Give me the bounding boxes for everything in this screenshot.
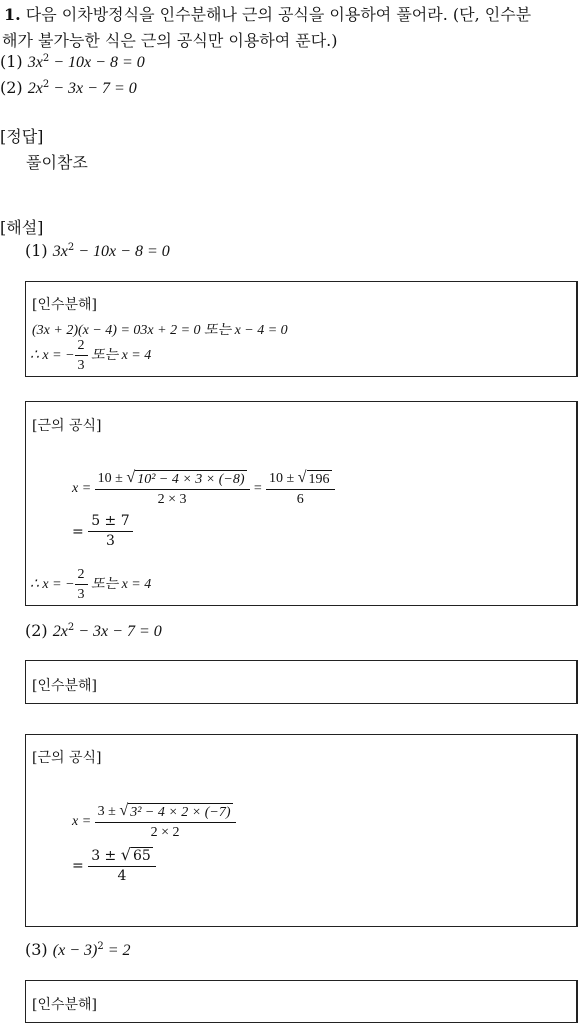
box-title: [인수분해] (32, 297, 98, 313)
answer-text: 풀이참조 (26, 153, 88, 172)
numerator: 5 ± 7 (88, 514, 132, 532)
fraction (75, 338, 88, 374)
part-label: (1) (25, 241, 48, 260)
math-text: 또는 x = 4 (87, 577, 152, 593)
question-line-1 (4, 2, 531, 25)
math-text: 10 ± (97, 471, 123, 486)
math-text: x = (72, 814, 92, 830)
equation-part: 2x (27, 80, 43, 97)
numerator (95, 803, 236, 823)
part3-equation: (3) $(x - 3)^2 = 2$ (25, 940, 131, 959)
sqrt: √ 10² − 4 × 3 × (−8) (126, 469, 245, 487)
numerator (266, 470, 335, 490)
denominator: 4 (117, 868, 127, 885)
fraction (95, 803, 236, 841)
math-text: x = (72, 481, 92, 497)
equation-part: − 10x − 8 = 0 (49, 54, 145, 71)
item-label: (1) (0, 52, 23, 71)
equation-part: − 10x − 8 = 0 (74, 243, 170, 260)
fraction (75, 567, 88, 603)
question-number: 1. (4, 5, 21, 24)
equation-part: 3x (27, 54, 43, 71)
radicand: 65 (133, 848, 151, 864)
part2-equation: (2) $2x^2 - 3x - 7 = 0$ (25, 621, 162, 640)
math-text: 10 ± (268, 471, 295, 486)
formula-box (25, 401, 578, 606)
factor-box (25, 281, 578, 377)
factor-box (25, 660, 578, 704)
question-line-2: 해가 불가능한 식은 근의 공식만 이용하여 푼다.) (2, 31, 338, 50)
equation-part: = 2 (103, 942, 131, 959)
box-title: [인수분해] (32, 997, 98, 1013)
numerator (95, 470, 250, 490)
formula-line-2 (72, 514, 133, 550)
math-text: ∴ x = − (30, 348, 75, 364)
denominator: 3 (77, 358, 85, 374)
question-item-1: (1) $3x^2 - 10x - 8 = 0$ (0, 52, 145, 71)
factor-line-2 (30, 338, 151, 374)
formula-line-1 (72, 803, 236, 841)
denominator: 3 (77, 587, 85, 603)
denominator: 6 (296, 492, 304, 508)
math-text: = (72, 523, 84, 540)
question-item-2: (2) $2x^2 - 3x - 7 = 0$ (0, 78, 137, 97)
formula-box (25, 734, 578, 927)
part-label: (3) (25, 940, 48, 959)
math-text: ∴ x = − (30, 577, 75, 593)
math-text: 또는 x = 4 (87, 348, 152, 364)
denominator: 2 × 2 (150, 825, 180, 841)
factor-line-1: (3x + 2)(x − 4) = 03x + 2 = 0 또는 x − 4 = 0 (32, 323, 288, 338)
part1-equation: (1) $3x^2 - 10x - 8 = 0$ (25, 241, 170, 260)
box-title: [근의 공식] (32, 418, 102, 434)
item-label: (2) (0, 78, 23, 97)
factor-box (25, 980, 578, 1023)
equation-part: − 3x − 7 = 0 (74, 623, 162, 640)
answer-header: [정답] (0, 127, 44, 146)
sqrt: √ 65 (120, 845, 151, 864)
formula-result (30, 567, 151, 603)
equation-part: 2x (52, 623, 68, 640)
formula-line-2 (72, 847, 156, 885)
radicand: 196 (308, 472, 330, 487)
sqrt: √ 3² − 4 × 2 × (−7) (119, 802, 231, 820)
math-text: 3 ± (97, 804, 116, 819)
fraction (88, 514, 132, 550)
numerator: 2 (75, 338, 88, 356)
fraction (95, 470, 250, 508)
radicand: 3² − 4 × 2 × (−7) (130, 805, 231, 820)
denominator: 2 × 3 (157, 492, 187, 508)
fraction (88, 847, 156, 885)
math-text: = (253, 481, 263, 497)
math-text: 3 ± (91, 848, 117, 864)
radicand: 10² − 4 × 3 × (−8) (137, 472, 245, 487)
formula-line-1 (72, 470, 335, 508)
part-label: (2) (25, 621, 48, 640)
math-text: = (72, 857, 84, 874)
numerator: 2 (75, 567, 88, 585)
question-text-1: 다음 이차방정식을 인수분해나 근의 공식을 이용하여 풀어라. (단, 인수분 (25, 5, 532, 24)
box-title: [인수분해] (32, 678, 98, 694)
denominator: 3 (105, 533, 115, 550)
equation-part: 3x (52, 243, 68, 260)
equation-part: − 3x − 7 = 0 (49, 80, 137, 97)
fraction (266, 470, 335, 508)
equation-part: (x − 3) (52, 942, 98, 959)
sqrt: √ 196 (297, 469, 330, 487)
numerator (88, 847, 156, 867)
explanation-header: [해설] (0, 218, 44, 237)
box-title: [근의 공식] (32, 750, 102, 766)
